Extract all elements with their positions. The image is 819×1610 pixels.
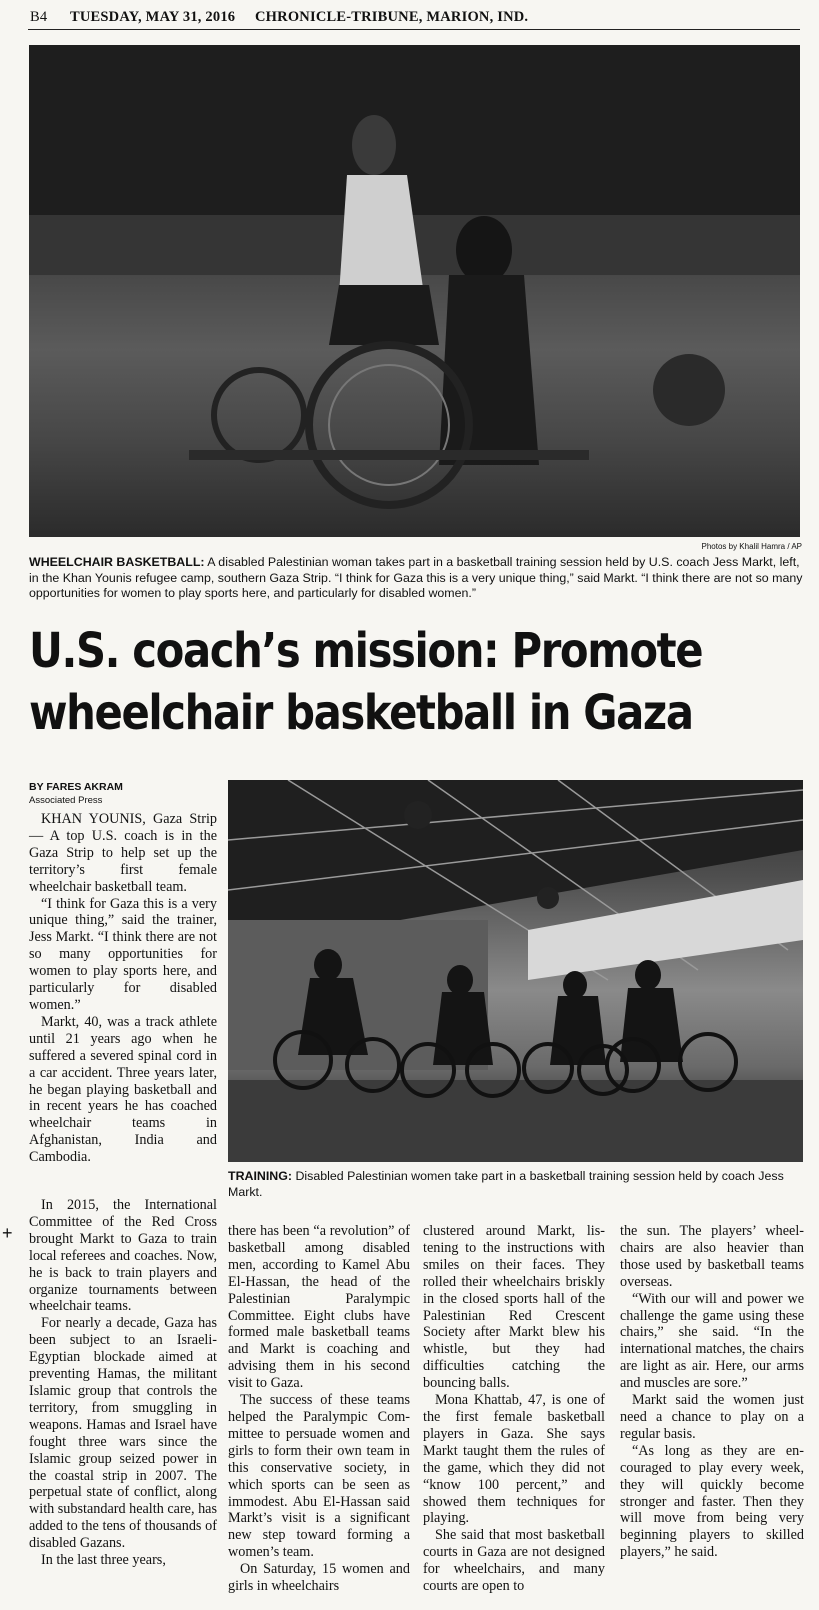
news-agency: Associated Press	[29, 795, 103, 806]
photo-credit: Photos by Khalil Hamra / AP	[701, 542, 802, 551]
paragraph: On Saturday, 15 women and girls in wheelchairs	[228, 1561, 410, 1595]
paragraph: “As long as they are encouraged to play every week, they will quickly become stronger and faster. Then they will move from being very beginning players to skilled players,” he said.	[620, 1442, 804, 1561]
training-photo-caption	[228, 1169, 806, 1200]
paragraph: In the last three years,	[41, 1552, 166, 1569]
page-number: B4	[30, 9, 48, 25]
article-column-3	[423, 1223, 605, 1595]
paragraph: Markt said the women just need a chance to play on a regular basis.	[620, 1392, 804, 1442]
page-header	[28, 8, 800, 30]
paragraph: Markt, 40, was a track athlete until 21 years ago when he suffered a severed spinal cord in a car accident. Three years later, he began playing basketball and in recent years he has coached wheelchair teams in Afghanistan, India and Cambodia.	[29, 1013, 217, 1166]
article-column-1-top	[29, 811, 217, 1166]
wheelchair-basketball-photo	[29, 45, 800, 537]
paragraph: there has been “a revolution” of basketball among disabled men, according to Kamel Abu El-Hassan, the head of the Palestinian Paralympic Committee. Eight clubs have formed male basketball teams and Markt is coaching and advising them in his second visit to Gaza.	[228, 1223, 410, 1392]
article-column-2	[228, 1223, 410, 1595]
paragraph: “I think for Gaza this is a very unique thing,” said the trainer, Jess Markt. “I think there are not so many opportunities for women to play sports here, and particularly for disabled women.”	[29, 895, 217, 1013]
issue-date: TUESDAY, MAY 31, 2016	[70, 9, 236, 25]
paragraph: clustered around Markt, listening to the instructions with smiles on their faces. They rolled their wheelchairs briskly in the closed sports hall of the Palestinian Red Crescent Society after Markt blew his whistle, but they had difficulties catching the bouncing balls.	[423, 1223, 605, 1392]
caption-text: Disabled Palestinian women take part in a basketball training session held by coach Jess Markt.	[228, 1169, 784, 1199]
paragraph: She said that most basketball courts in Gaza are not designed for wheelchairs, and many courts are open to	[423, 1527, 605, 1595]
paragraph: Mona Khattab, 47, is one of the first female basketball players in Gaza. She says Markt taught them the rules of the game, which they did not “know 100 percent,” and showed them techniques for playing.	[423, 1392, 605, 1527]
photo-caption	[29, 555, 804, 602]
headline-line-1: U.S. coach’s mission: Promote	[29, 623, 703, 679]
article-column-1-bottom	[29, 1197, 217, 1569]
article-column-4	[620, 1223, 804, 1561]
caption-label: WHEELCHAIR BASKETBALL:	[29, 555, 205, 569]
paragraph: KHAN YOUNIS, Gaza Strip — A top U.S. coach is in the Gaza Strip to help set up the territory’s first female wheelchair basketball team.	[29, 811, 217, 895]
paragraph: In 2015, the International Committee of the Red Cross brought Markt to Gaza to train local referees and coaches. Now, he is back to train players and organize tournaments between wheelchair teams.	[29, 1197, 217, 1315]
headline	[29, 620, 708, 744]
paragraph: the sun. The players’ wheelchairs are also heavier than those used by basketball teams overseas.	[620, 1223, 804, 1290]
paragraph: “With our will and power we challenge the game using these chairs,” she said. “In the international matches, the chairs are light as air. Here, our arms and muscles are sore.”	[620, 1290, 804, 1392]
paragraph: For nearly a decade, Gaza has been subject to an Israeli-Egyptian blockade aimed at preventing Hamas, the militant Islamic group that controls the territory, from smuggling in weapons. Hamas and Israel have fought three wars since the Islamic group seized power in the coastal strip in 2007. The perpetual state of conflict, along with substandard health care, has added to the tens of thousands of disabled Gazans.	[29, 1315, 217, 1552]
training-session-photo	[228, 780, 803, 1162]
caption-label: TRAINING:	[228, 1169, 293, 1183]
registration-mark: +	[2, 1223, 13, 1243]
byline: BY FARES AKRAM	[29, 781, 123, 793]
caption-text: A disabled Palestinian woman takes part in a basketball training session held by U.S. coach Jess Markt, left, in the Khan Younis refugee camp, southern Gaza Strip. “I think for Gaza this is a very unique thing,” said Markt. “I think there are not so many opportunities for women to play sports here, and particularly for disabled women.”	[29, 555, 803, 600]
headline-line-2: wheelchair basketball in Gaza	[29, 685, 693, 741]
paragraph: The success of these teams helped the Paralympic Committee to persuade women and girls to form their own team in this conservative society, in which sports can be seen as immodest. Abu El-Hassan said Markt’s visit is a significant new step toward forming a women’s team.	[228, 1392, 410, 1561]
newspaper-name: CHRONICLE-TRIBUNE, MARION, IND.	[255, 9, 529, 25]
